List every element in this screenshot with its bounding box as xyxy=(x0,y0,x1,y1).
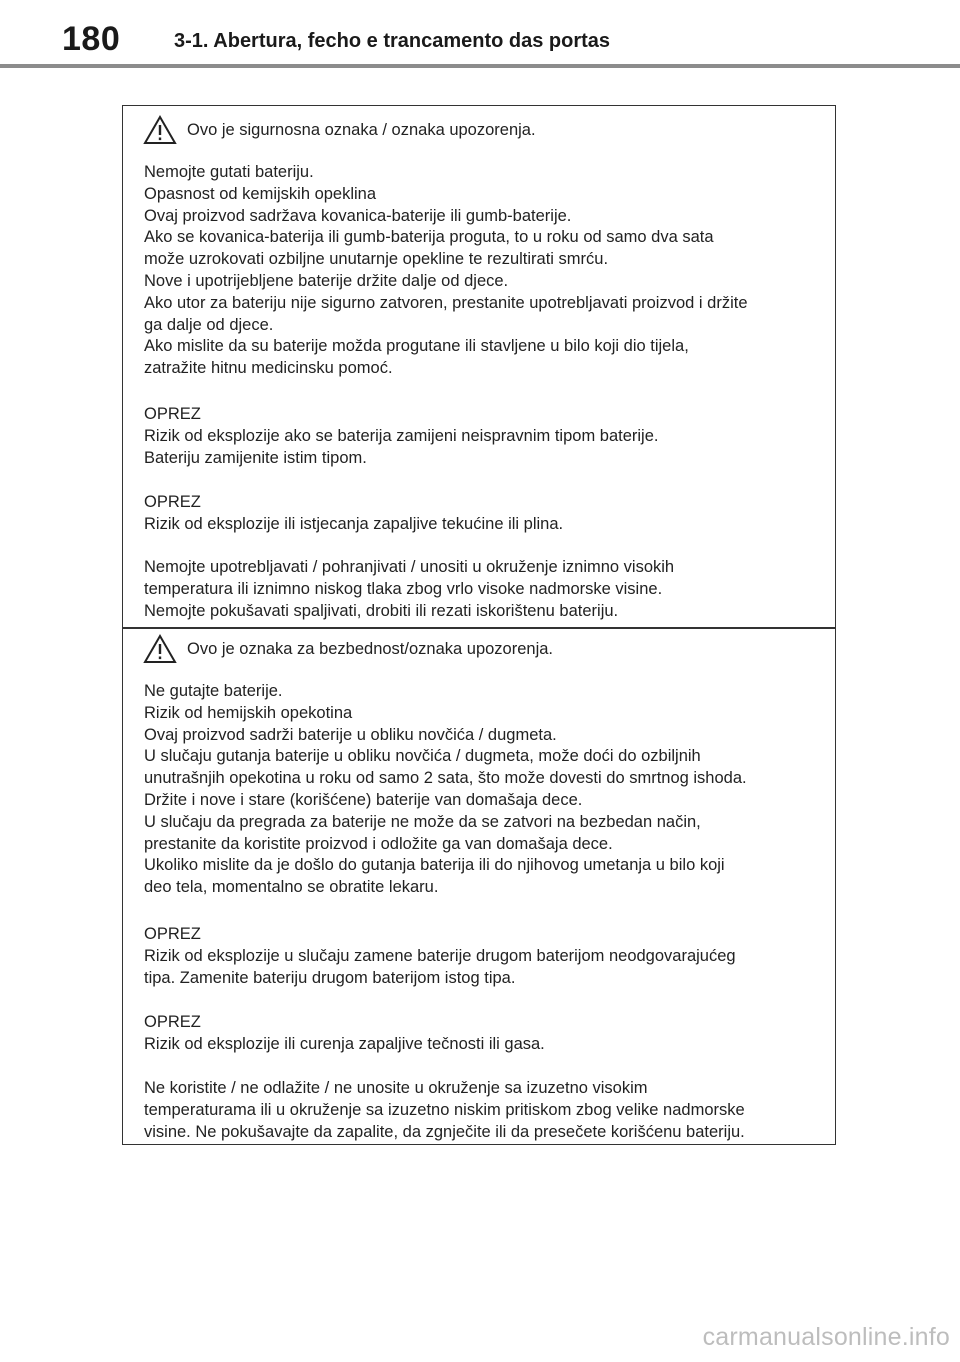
text-line: Rizik od eksplozije u slučaju zamene baterije drugom baterijom neodgovarajućeg xyxy=(144,946,736,965)
text-line: Rizik od eksplozije ako se baterija zamijeni neispravnim tipom baterije. xyxy=(144,426,659,445)
caution-paragraph xyxy=(144,404,829,469)
page-header xyxy=(0,0,960,70)
caution-label: OPREZ xyxy=(144,1013,201,1031)
caution-paragraph xyxy=(144,924,829,989)
caution-label: OPREZ xyxy=(144,405,201,423)
header-divider xyxy=(0,64,960,68)
warning-heading xyxy=(143,115,536,145)
text-line: Ako se kovanica-baterija ili gumb-baterija proguta, to u roku od samo dva sata xyxy=(144,228,714,247)
text-line: Opasnost od kemijskih opeklina xyxy=(144,184,377,203)
text-line: unutrašnjih opekotina u roku od samo 2 sata, što može dovesti do smrtnog ishoda. xyxy=(144,769,747,788)
battery-warning-box xyxy=(122,105,836,1145)
warning-heading xyxy=(143,634,553,664)
section-title: 3-1. Abertura, fecho e trancamento das portas xyxy=(174,30,611,52)
text-line: Rizik od hemijskih opekotina xyxy=(144,703,353,722)
text-line: deo tela, momentalno se obratite lekaru. xyxy=(144,878,439,897)
text-line: Nemojte pokušavati spaljivati, drobiti ili rezati iskorištenu bateriju. xyxy=(144,601,619,620)
text-line: Ako utor za bateriju nije sigurno zatvoren, prestanite upotrebljavati proizvod i držite xyxy=(144,293,748,312)
text-line: Rizik od eksplozije ili istjecanja zapaljive tekućine ili plina. xyxy=(144,514,564,533)
watermark-logo: carmanualsonline.info xyxy=(702,1323,950,1351)
text-line: Ne gutajte baterije. xyxy=(144,682,283,700)
warning-section-serbian xyxy=(123,627,835,1144)
caution-label: OPREZ xyxy=(144,925,201,943)
caution-label: OPREZ xyxy=(144,493,201,511)
warning-heading-text: Ovo je oznaka za bezbednost/oznaka upozorenja. xyxy=(187,639,553,658)
text-line: prestanite da koristite proizvod i odložite ga van domašaja dece. xyxy=(144,834,613,853)
text-line: Ovaj proizvod sadržava kovanica-baterije ili gumb-baterije. xyxy=(144,206,572,225)
caution-paragraph xyxy=(144,1012,829,1056)
text-line: Nemojte gutati bateriju. xyxy=(144,163,314,181)
text-line: Bateriju zamijenite istim tipom. xyxy=(144,448,367,467)
warning-paragraph xyxy=(144,1078,829,1143)
text-line: visine. Ne pokušavajte da zapalite, da zgnječite ili da presečete korišćenu bateriju. xyxy=(144,1122,745,1141)
text-line: U slučaju gutanja baterije u obliku novčića / dugmeta, može doći do ozbiljnih xyxy=(144,747,701,766)
text-line: može uzrokovati ozbiljne unutarnje opekline te rezultirati smrću. xyxy=(144,250,609,269)
text-line: Nove i upotrijebljene baterije držite dalje od djece. xyxy=(144,271,509,290)
text-line: zatražite hitnu medicinsku pomoć. xyxy=(144,359,393,378)
warning-paragraph xyxy=(144,681,829,899)
warning-paragraph xyxy=(144,162,829,380)
caution-paragraph xyxy=(144,492,829,536)
text-line: Ukoliko mislite da je došlo do gutanja baterija ili do njihovog umetanja u bilo koji xyxy=(144,856,725,875)
text-line: Rizik od eksplozije ili curenja zapaljive tečnosti ili gasa. xyxy=(144,1034,545,1053)
text-line: Ovaj proizvod sadrži baterije u obliku novčića / dugmeta. xyxy=(144,725,557,744)
text-line: ga dalje od djece. xyxy=(144,315,274,334)
warning-triangle-icon xyxy=(143,115,177,145)
warning-paragraph xyxy=(144,557,829,622)
warning-triangle-icon xyxy=(143,634,177,664)
text-line: temperaturama ili u okruženje sa izuzetno niskim pritiskom zbog velike nadmorske xyxy=(144,1100,745,1119)
text-line: Nemojte upotrebljavati / pohranjivati / unositi u okruženje iznimno visokih xyxy=(144,558,675,576)
page-number: 180 xyxy=(62,20,121,58)
warning-heading-text: Ovo je sigurnosna oznaka / oznaka upozorenja. xyxy=(187,120,536,139)
warning-section-croatian xyxy=(123,106,835,627)
text-line: Držite i nove i stare (korišćene) baterije van domašaja dece. xyxy=(144,790,583,809)
text-line: U slučaju da pregrada za baterije ne može da se zatvori na bezbedan način, xyxy=(144,812,701,831)
text-line: tipa. Zamenite bateriju drugom baterijom istog tipa. xyxy=(144,968,516,987)
text-line: Ne koristite / ne odlažite / ne unosite u okruženje sa izuzetno visokim xyxy=(144,1079,648,1097)
text-line: temperatura ili iznimno niskog tlaka zbog vrlo visoke nadmorske visine. xyxy=(144,579,663,598)
text-line: Ako mislite da su baterije možda progutane ili stavljene u bilo koji dio tijela, xyxy=(144,337,689,356)
